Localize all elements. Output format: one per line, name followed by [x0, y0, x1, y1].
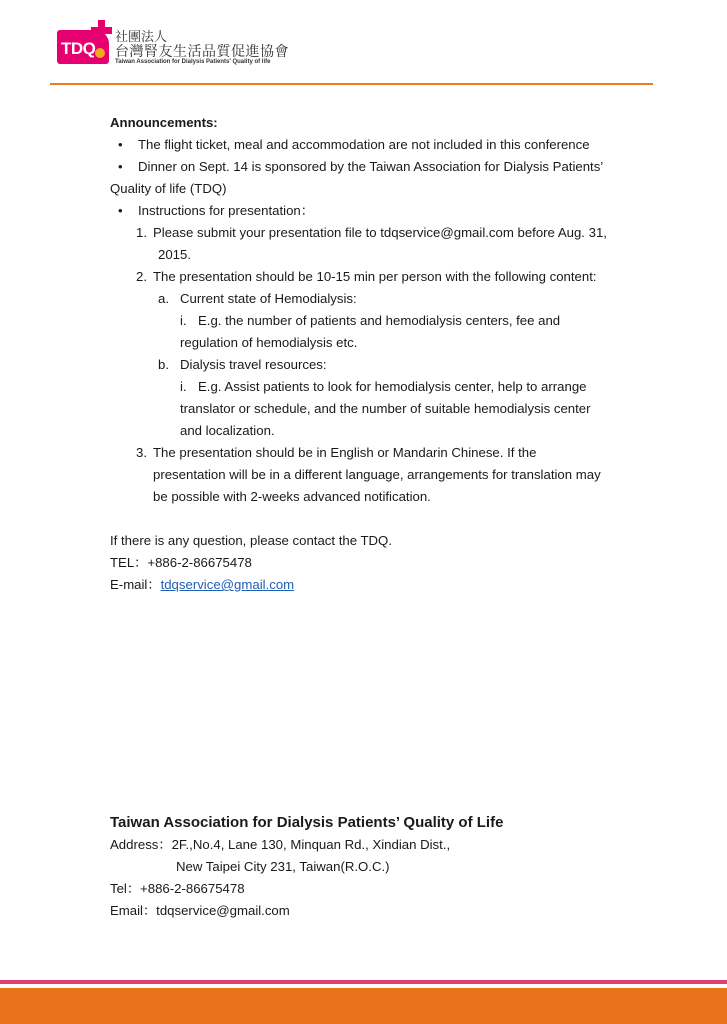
- bullet-2-line1: Dinner on Sept. 14 is sponsored by the Taiwan Association for Dialysis Patients’: [138, 159, 604, 174]
- footer-email-label: Email：: [110, 903, 157, 918]
- item-3-line2: presentation will be in a different language, arrangements for translation may: [153, 467, 601, 482]
- smile-icon: [95, 48, 105, 58]
- footer-orange-band: [0, 988, 727, 1024]
- address-label: Address：: [110, 837, 172, 852]
- list-marker: b.: [158, 357, 169, 372]
- bullet-icon: •: [118, 137, 123, 152]
- contact-question: If there is any question, please contact the TDQ.: [110, 533, 392, 548]
- announcements-heading: Announcements:: [110, 115, 218, 130]
- header-divider: [50, 83, 653, 85]
- bullet-2-line2: Quality of life (TDQ): [110, 181, 227, 196]
- address-line2: New Taipei City 231, Taiwan(R.O.C.): [176, 859, 390, 874]
- item-1-line2: 2015.: [158, 247, 192, 262]
- footer-email: [110, 900, 290, 922]
- footer-tel-value: +886-2-86675478: [140, 881, 245, 896]
- list-marker: 2.: [136, 269, 147, 284]
- item-2b-i-line1: E.g. Assist patients to look for hemodialysis center, help to arrange: [198, 379, 587, 394]
- footer-email-value: tdqservice@gmail.com: [156, 903, 290, 918]
- address-line1: 2F.,No.4, Lane 130, Minquan Rd., Xindian Dist.,: [171, 837, 451, 852]
- tdq-logo: [57, 22, 297, 70]
- item-2a-i-line1: E.g. the number of patients and hemodialysis centers, fee and: [198, 313, 561, 328]
- footer-tel-label: Tel：: [110, 881, 141, 896]
- item-1-line1: Please submit your presentation file to tdqservice@gmail.com before Aug. 31,: [153, 225, 607, 240]
- footer-org-name: Taiwan Association for Dialysis Patients’ Quality of Life: [110, 814, 504, 831]
- bullet-3: Instructions for presentation：: [138, 203, 314, 218]
- tel-label: TEL：: [110, 555, 148, 570]
- contact-tel: [110, 552, 252, 574]
- item-3-line3: be possible with 2-weeks advanced notification.: [153, 489, 431, 504]
- item-2: The presentation should be 10-15 min per person with the following content:: [153, 269, 597, 284]
- list-marker: a.: [158, 291, 169, 306]
- contact-email: [110, 574, 294, 596]
- bullet-icon: •: [118, 203, 123, 218]
- footer-address: [110, 834, 450, 856]
- list-marker: 1.: [136, 225, 147, 240]
- list-marker: i.: [180, 379, 187, 394]
- bullet-1: The flight ticket, meal and accommodation are not included in this conference: [138, 137, 590, 152]
- list-marker: 3.: [136, 445, 147, 460]
- item-2b: Dialysis travel resources:: [180, 357, 327, 372]
- medical-cross-icon: [91, 20, 113, 42]
- bullet-icon: •: [118, 159, 123, 174]
- org-name-zh-line2: 台灣腎友生活品質促進協會: [115, 44, 289, 60]
- item-2a: Current state of Hemodialysis:: [180, 291, 357, 306]
- tel-value: +886-2-86675478: [147, 555, 252, 570]
- email-link[interactable]: tdqservice@gmail.com: [160, 577, 295, 592]
- footer-tel: [110, 878, 245, 900]
- logo-badge-text: TDQ: [61, 39, 96, 58]
- org-name-zh-line1: 社團法人: [115, 30, 168, 45]
- email-label: E-mail：: [110, 577, 161, 592]
- item-2b-i-line2: translator or schedule, and the number of suitable hemodialysis center: [180, 401, 591, 416]
- list-marker: i.: [180, 313, 187, 328]
- item-3-line1: The presentation should be in English or Mandarin Chinese. If the: [153, 445, 537, 460]
- item-2b-i-line3: and localization.: [180, 423, 275, 438]
- org-name-en: Taiwan Association for Dialysis Patients' Quality of life: [115, 59, 271, 65]
- item-2a-i-line2: regulation of hemodialysis etc.: [180, 335, 358, 350]
- footer-pink-stripe: [0, 980, 727, 984]
